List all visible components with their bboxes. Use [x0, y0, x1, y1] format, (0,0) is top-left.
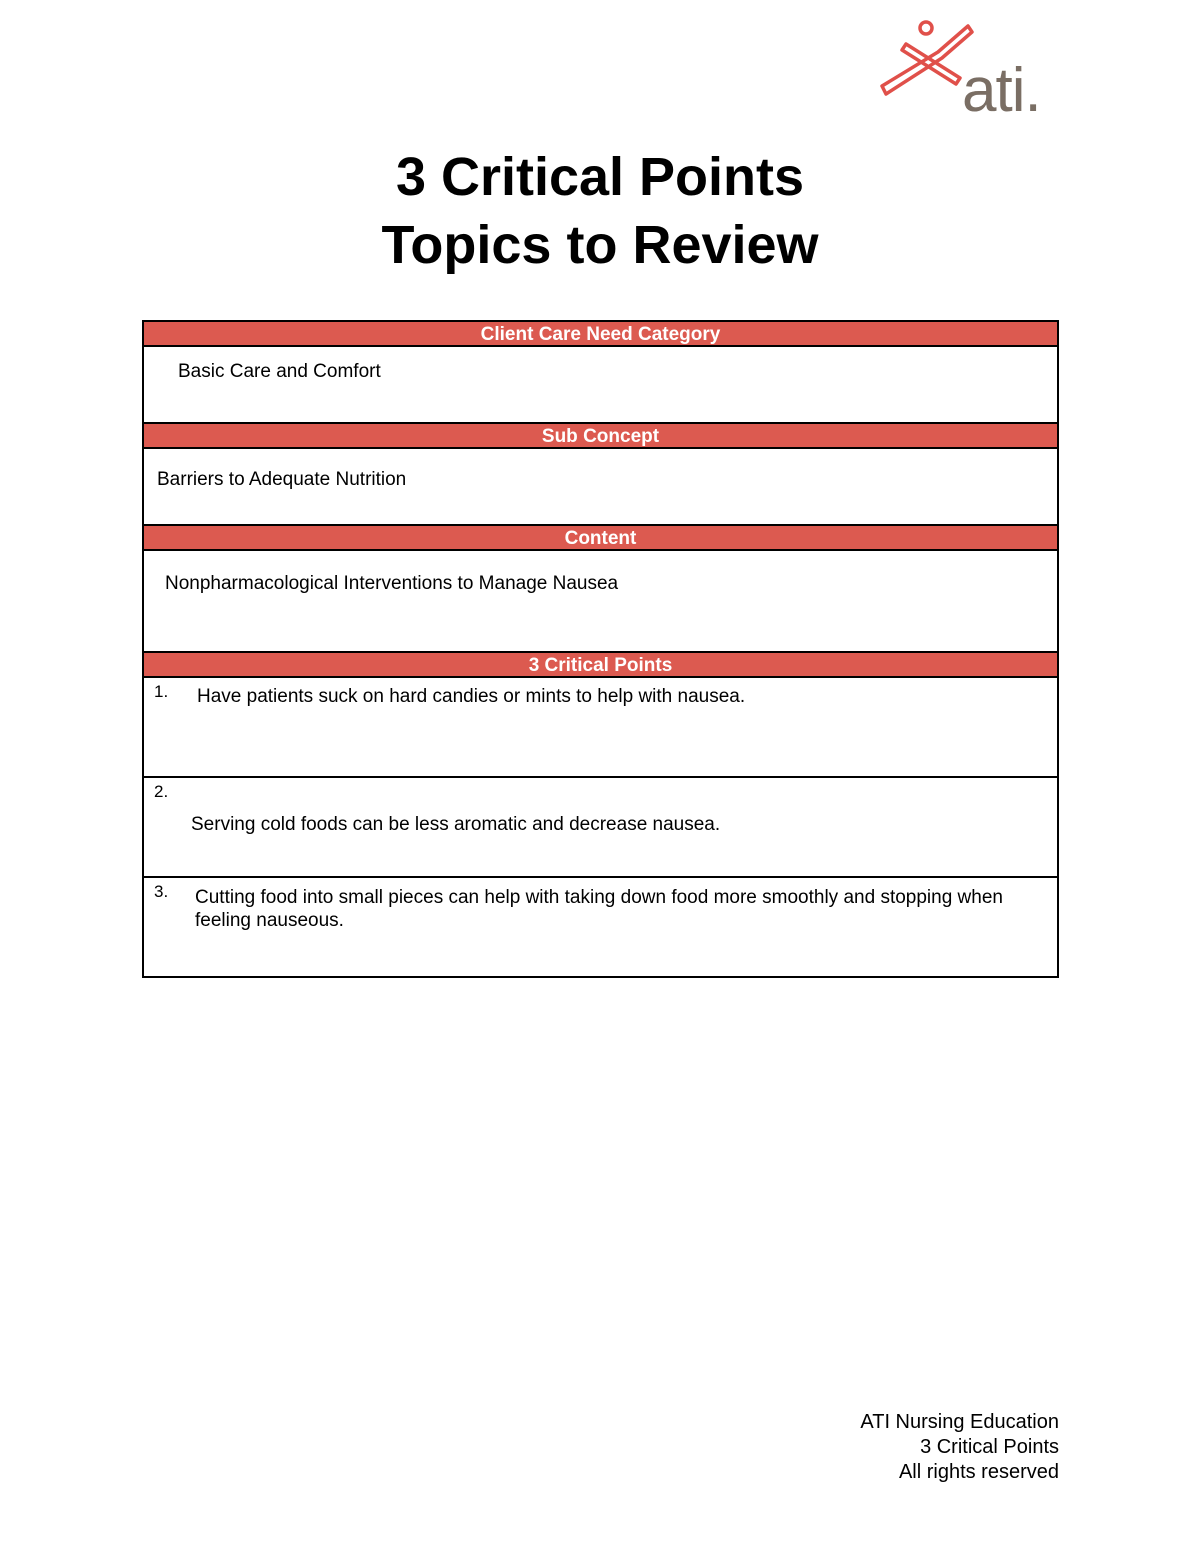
critical-point-2[interactable]: [142, 778, 1059, 878]
client-care-field[interactable]: [142, 347, 1059, 422]
footer-line-3: All rights reserved: [898, 1461, 1059, 1483]
critical-point-2-text: Serving cold foods can be less aromatic and decrease nausea.: [191, 814, 721, 835]
critical-point-1[interactable]: [142, 678, 1059, 778]
footer-line-2: 3 Critical Points: [920, 1436, 1059, 1458]
sub-concept-header: Sub Concept: [142, 422, 1059, 449]
footer-line-1: ATI Nursing Education: [860, 1411, 1059, 1433]
critical-points-form: [142, 320, 1059, 978]
sub-concept-value: Barriers to Adequate Nutrition: [157, 469, 407, 490]
content-value: Nonpharmacological Interventions to Manage Nausea: [165, 573, 619, 594]
page-subtitle: Topics to Review: [381, 215, 819, 275]
ati-logo: [876, 18, 1056, 125]
critical-point-3-text: Cutting food into small pieces can help with taking down food more smoothly and stopping when feeling nauseous.: [195, 887, 1003, 931]
footer: [860, 1410, 1059, 1485]
critical-point-1-text: Have patients suck on hard candies or mints to help with nausea.: [197, 686, 746, 707]
content-header: Content: [142, 524, 1059, 551]
ati-logo-text: ati.: [962, 56, 1041, 125]
critical-point-1-number: 1.: [154, 682, 169, 701]
client-care-header: Client Care Need Category: [142, 320, 1059, 347]
ati-figure-icon: [876, 18, 976, 108]
critical-point-2-number: 2.: [154, 782, 169, 801]
page-title: 3 Critical Points: [395, 147, 805, 207]
critical-point-3[interactable]: [142, 878, 1059, 978]
critical-points-header: 3 Critical Points: [142, 651, 1059, 678]
client-care-value: Basic Care and Comfort: [178, 361, 381, 382]
content-field[interactable]: [142, 551, 1059, 651]
sub-concept-field[interactable]: [142, 449, 1059, 524]
critical-point-3-number: 3.: [154, 882, 169, 901]
